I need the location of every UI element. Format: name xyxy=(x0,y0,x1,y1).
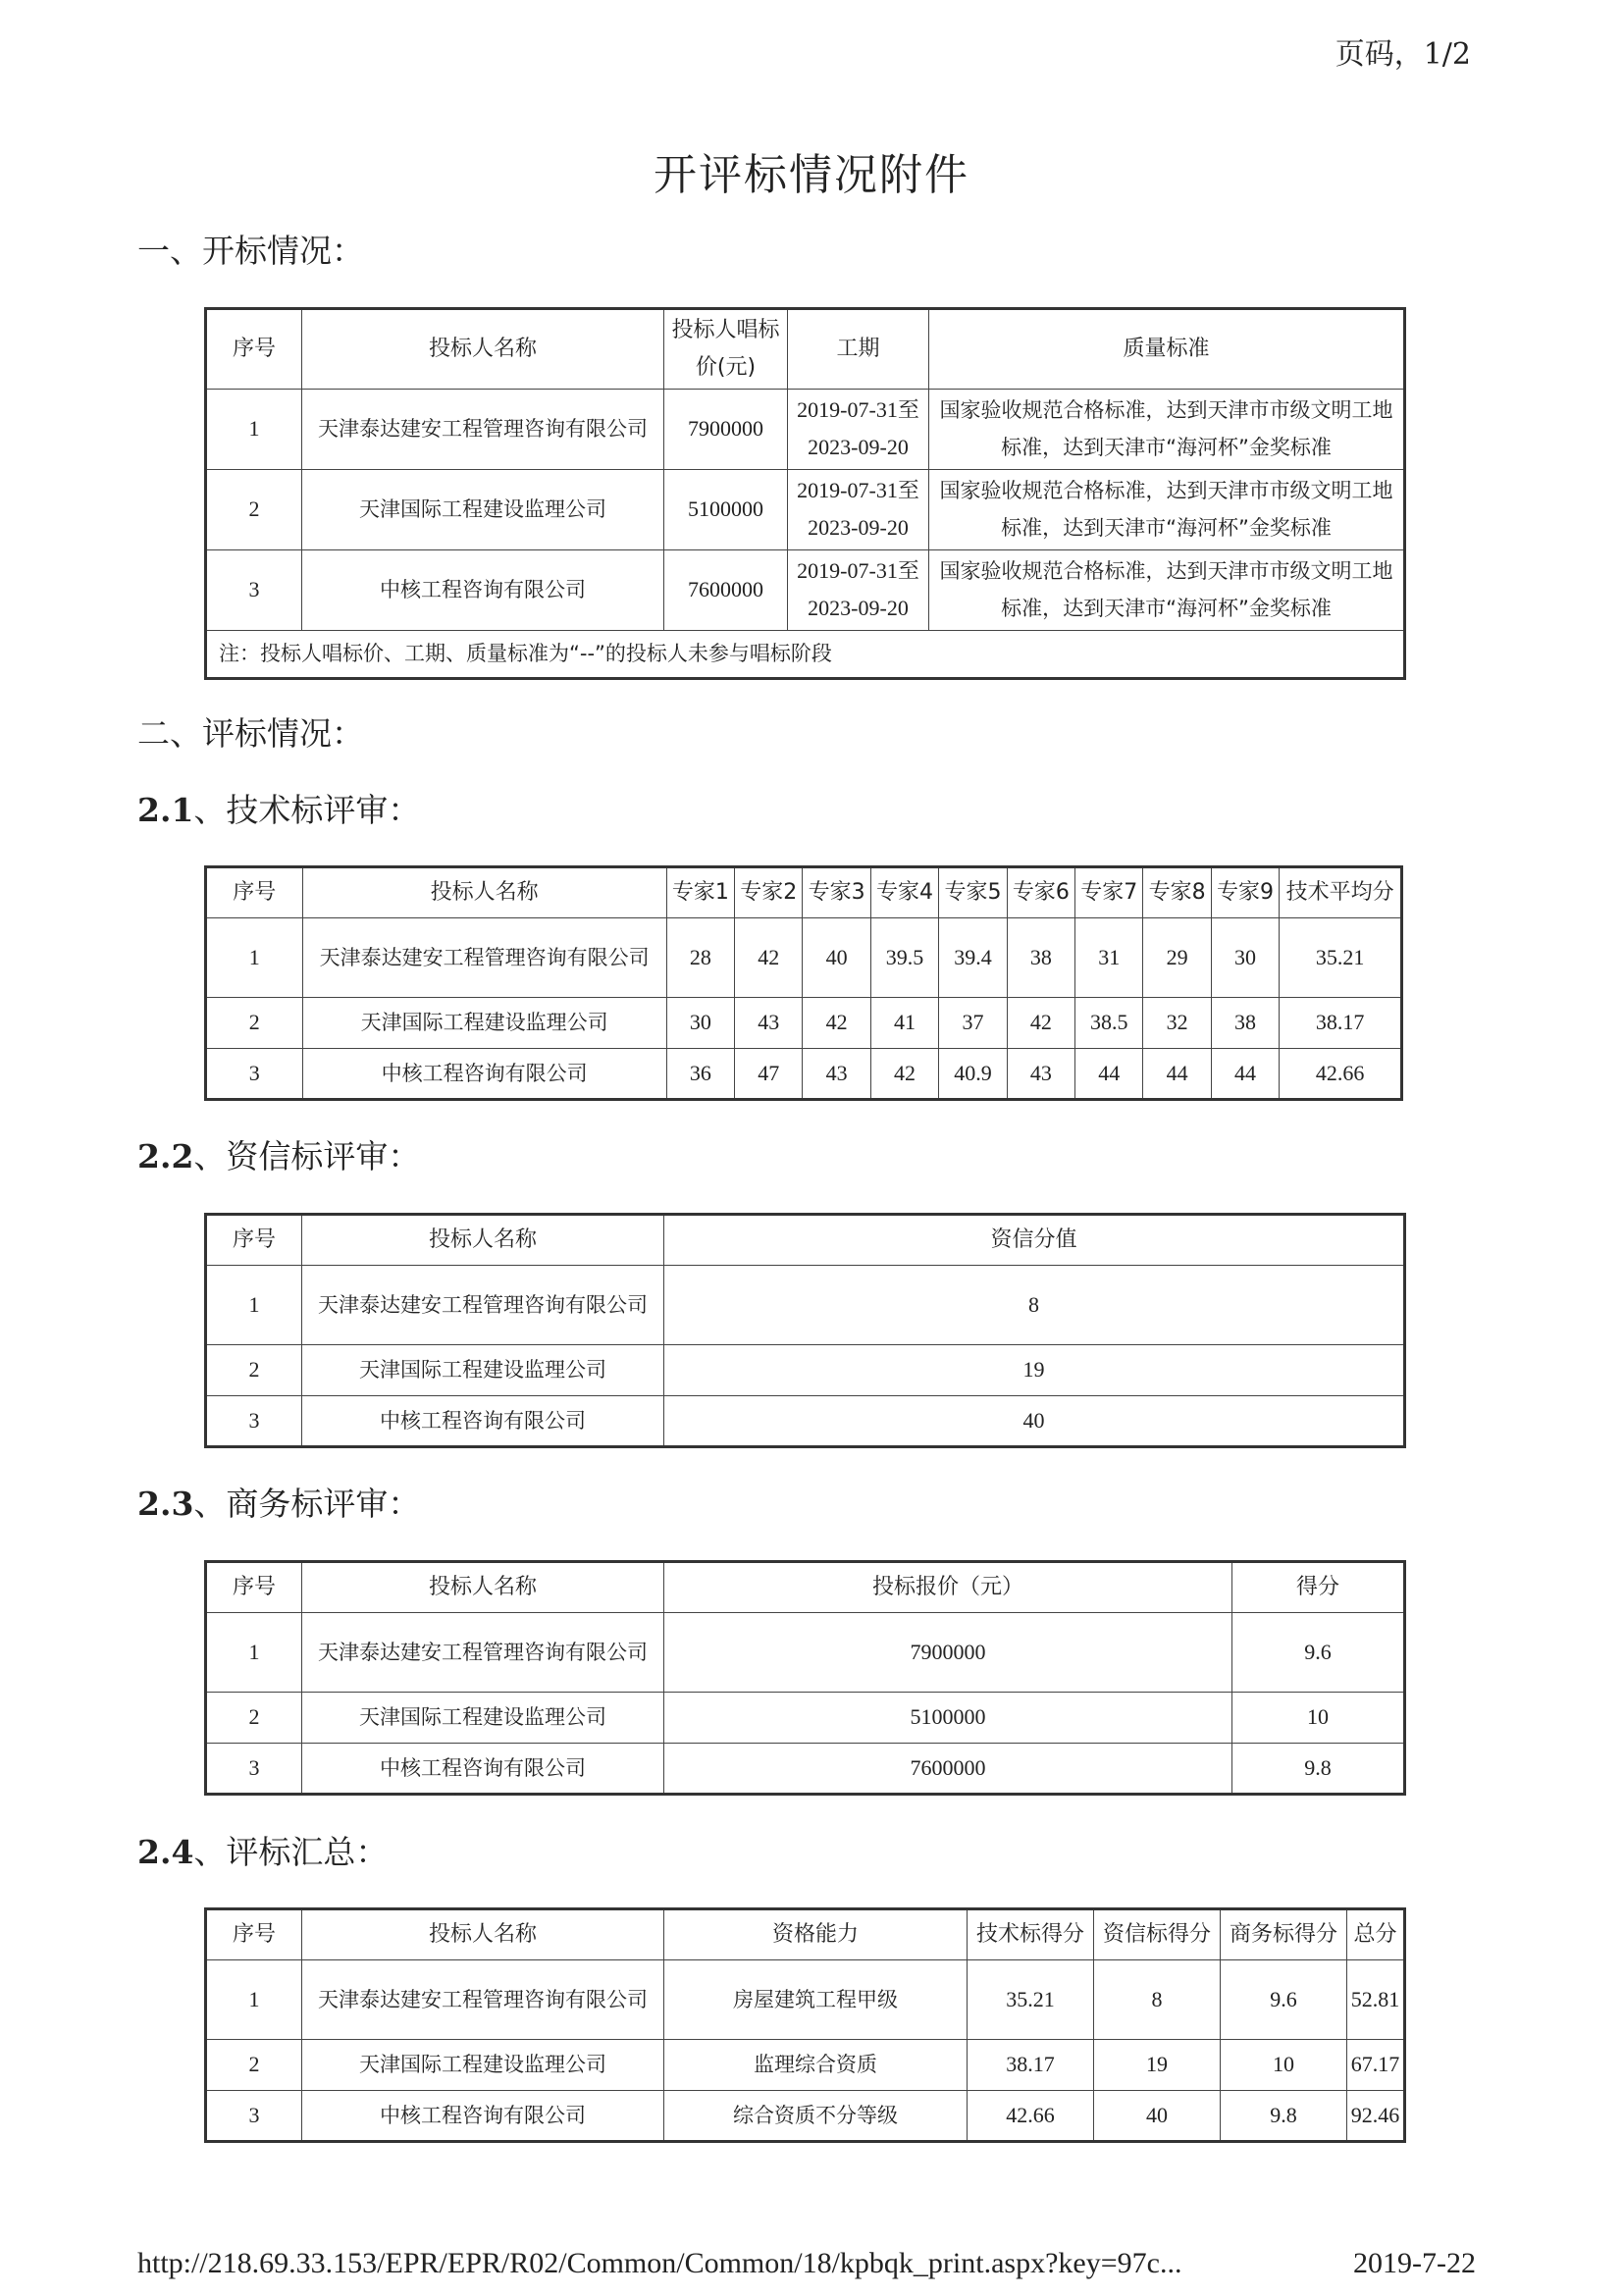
footer-date: 2019-7-22 xyxy=(1353,2247,1476,2279)
table-row xyxy=(206,1613,1405,1692)
table-cell: 天津泰达建安工程管理咨询有限公司 xyxy=(302,389,664,469)
table-cell: 1 xyxy=(206,389,302,469)
table-cell: 中核工程咨询有限公司 xyxy=(302,1395,664,1446)
table-cell: 38.5 xyxy=(1075,997,1143,1048)
section-2-3-heading xyxy=(137,1479,420,1525)
table-cell: 32 xyxy=(1143,997,1211,1048)
table-cell: 2 xyxy=(206,1692,302,1743)
table-row xyxy=(206,1344,1405,1395)
table-cell: 19 xyxy=(664,1344,1405,1395)
table-cell: 40 xyxy=(1094,2090,1221,2141)
table-cell: 42.66 xyxy=(968,2090,1094,2141)
table-cell: 2019-07-31至2023-09-20 xyxy=(788,549,929,630)
table-cell: 2019-07-31至2023-09-20 xyxy=(788,389,929,469)
header-cell: 总分 xyxy=(1347,1909,1405,1960)
table-cell: 92.46 xyxy=(1347,2090,1405,2141)
header-cell: 投标人名称 xyxy=(302,867,666,918)
header-cell: 投标人名称 xyxy=(302,1562,664,1613)
table-cell: 38 xyxy=(1007,918,1074,997)
table-cell: 天津国际工程建设监理公司 xyxy=(302,1344,664,1395)
header-cell: 质量标准 xyxy=(929,309,1405,390)
header-cell: 序号 xyxy=(206,1215,302,1266)
table-cell: 2 xyxy=(206,1344,302,1395)
table-row xyxy=(206,1048,1402,1099)
header-cell: 序号 xyxy=(206,867,303,918)
section-1-heading: 一、开标情况： xyxy=(137,232,364,270)
section-2-4-heading xyxy=(137,1827,388,1873)
table-row xyxy=(206,469,1405,549)
table-cell: 42 xyxy=(1007,997,1074,1048)
header-cell: 序号 xyxy=(206,1562,302,1613)
header-cell: 投标报价（元） xyxy=(664,1562,1232,1613)
table-cell: 38.17 xyxy=(968,2039,1094,2090)
table-cell: 天津国际工程建设监理公司 xyxy=(302,2039,664,2090)
header-cell: 专家5 xyxy=(939,867,1007,918)
table-cell: 房屋建筑工程甲级 xyxy=(664,1960,968,2039)
table-cell: 2 xyxy=(206,997,303,1048)
header-cell: 投标人名称 xyxy=(302,1215,664,1266)
header-cell: 资格能力 xyxy=(664,1909,968,1960)
table-cell: 37 xyxy=(939,997,1007,1048)
table-cell: 9.8 xyxy=(1232,1743,1405,1794)
table-row xyxy=(206,389,1405,469)
table-cell: 国家验收规范合格标准，达到天津市市级文明工地标准，达到天津市“海河杯”金奖标准 xyxy=(929,469,1405,549)
table-cell: 7600000 xyxy=(664,549,788,630)
header-cell: 资信分值 xyxy=(664,1215,1405,1266)
table-cell: 天津国际工程建设监理公司 xyxy=(302,1692,664,1743)
page-number: 页码，1/2 xyxy=(1335,37,1471,72)
table-cell: 3 xyxy=(206,2090,302,2141)
table-cell: 44 xyxy=(1143,1048,1211,1099)
table-cell: 监理综合资质 xyxy=(664,2039,968,2090)
table-row xyxy=(206,1743,1405,1794)
table-cell: 3 xyxy=(206,1743,302,1794)
table-cell: 综合资质不分等级 xyxy=(664,2090,968,2141)
table-cell: 8 xyxy=(664,1266,1405,1344)
document-title: 开评标情况附件 xyxy=(654,150,969,200)
table-cell: 2 xyxy=(206,469,302,549)
header-cell: 投标人名称 xyxy=(302,309,664,390)
table-cell: 42 xyxy=(803,997,870,1048)
table-cell: 1 xyxy=(206,1960,302,2039)
bid-opening-table xyxy=(204,307,1406,680)
table-cell: 42 xyxy=(870,1048,938,1099)
footer-url: http://218.69.33.153/EPR/EPR/R02/Common/Common/18/kpbqk_print.aspx?key=97c... xyxy=(137,2247,1182,2279)
section-label: 、资信标评审： xyxy=(193,1137,421,1175)
table-cell: 国家验收规范合格标准，达到天津市市级文明工地标准，达到天津市“海河杯”金奖标准 xyxy=(929,549,1405,630)
header-cell: 投标人唱标价(元) xyxy=(664,309,788,390)
table-header-row xyxy=(206,867,1402,918)
table-cell: 31 xyxy=(1075,918,1143,997)
table-row xyxy=(206,549,1405,630)
table-cell: 中核工程咨询有限公司 xyxy=(302,2090,664,2141)
table-note: 注：投标人唱标价、工期、质量标准为“--”的投标人未参与唱标阶段 xyxy=(206,630,1405,678)
table-cell: 1 xyxy=(206,918,303,997)
table-cell: 3 xyxy=(206,549,302,630)
table-cell: 8 xyxy=(1094,1960,1221,2039)
header-cell: 专家6 xyxy=(1007,867,1074,918)
table-header-row xyxy=(206,1215,1405,1266)
section-label: 、商务标评审： xyxy=(193,1485,421,1523)
table-row xyxy=(206,997,1402,1048)
table-cell: 天津泰达建安工程管理咨询有限公司 xyxy=(302,918,666,997)
section-number: 2.2 xyxy=(137,1137,194,1175)
table-cell: 5100000 xyxy=(664,1692,1232,1743)
table-cell: 47 xyxy=(735,1048,803,1099)
header-cell: 专家8 xyxy=(1143,867,1211,918)
table-cell: 44 xyxy=(1211,1048,1279,1099)
table-cell: 1 xyxy=(206,1266,302,1344)
table-cell: 中核工程咨询有限公司 xyxy=(302,1743,664,1794)
table-cell: 40 xyxy=(664,1395,1405,1446)
header-cell: 专家4 xyxy=(870,867,938,918)
header-cell: 技术标得分 xyxy=(968,1909,1094,1960)
table-cell: 42.66 xyxy=(1280,1048,1402,1099)
table-row xyxy=(206,1960,1405,2039)
table-cell: 天津泰达建安工程管理咨询有限公司 xyxy=(302,1266,664,1344)
header-cell: 专家2 xyxy=(735,867,803,918)
table-cell: 40.9 xyxy=(939,1048,1007,1099)
table-cell: 9.6 xyxy=(1232,1613,1405,1692)
section-label: 、技术标评审： xyxy=(193,791,421,829)
table-cell: 天津国际工程建设监理公司 xyxy=(302,997,666,1048)
table-cell: 7900000 xyxy=(664,389,788,469)
section-number: 2.1 xyxy=(137,791,194,829)
table-header-row xyxy=(206,1909,1405,1960)
section-2-heading: 二、评标情况： xyxy=(137,714,364,753)
header-cell: 资信标得分 xyxy=(1094,1909,1221,1960)
table-cell: 中核工程咨询有限公司 xyxy=(302,1048,666,1099)
table-cell: 30 xyxy=(666,997,734,1048)
section-number: 2.3 xyxy=(137,1485,194,1523)
technical-review-table xyxy=(204,865,1403,1101)
header-cell: 专家7 xyxy=(1075,867,1143,918)
table-cell: 10 xyxy=(1221,2039,1347,2090)
table-cell: 国家验收规范合格标准，达到天津市市级文明工地标准，达到天津市“海河杯”金奖标准 xyxy=(929,389,1405,469)
evaluation-summary-table xyxy=(204,1907,1406,2143)
table-cell: 38 xyxy=(1211,997,1279,1048)
table-row xyxy=(206,2039,1405,2090)
table-cell: 36 xyxy=(666,1048,734,1099)
table-cell: 52.81 xyxy=(1347,1960,1405,2039)
header-cell: 专家3 xyxy=(803,867,870,918)
table-cell: 天津泰达建安工程管理咨询有限公司 xyxy=(302,1613,664,1692)
table-cell: 39.4 xyxy=(939,918,1007,997)
table-cell: 40 xyxy=(803,918,870,997)
table-row xyxy=(206,2090,1405,2141)
table-header-row xyxy=(206,1562,1405,1613)
section-number: 2.4 xyxy=(137,1833,194,1871)
table-cell: 35.21 xyxy=(1280,918,1402,997)
table-cell: 41 xyxy=(870,997,938,1048)
table-note-row xyxy=(206,630,1405,678)
header-cell: 序号 xyxy=(206,309,302,390)
table-cell: 3 xyxy=(206,1395,302,1446)
table-row xyxy=(206,1692,1405,1743)
header-cell: 技术平均分 xyxy=(1280,867,1402,918)
header-cell: 得分 xyxy=(1232,1562,1405,1613)
table-cell: 44 xyxy=(1075,1048,1143,1099)
header-cell: 工期 xyxy=(788,309,929,390)
section-2-1-heading xyxy=(137,785,420,831)
table-cell: 39.5 xyxy=(870,918,938,997)
table-cell: 38.17 xyxy=(1280,997,1402,1048)
table-cell: 9.8 xyxy=(1221,2090,1347,2141)
table-cell: 2019-07-31至2023-09-20 xyxy=(788,469,929,549)
table-cell: 9.6 xyxy=(1221,1960,1347,2039)
table-cell: 43 xyxy=(1007,1048,1074,1099)
table-row xyxy=(206,1266,1405,1344)
table-cell: 42 xyxy=(735,918,803,997)
table-cell: 10 xyxy=(1232,1692,1405,1743)
table-cell: 中核工程咨询有限公司 xyxy=(302,549,664,630)
header-cell: 专家1 xyxy=(666,867,734,918)
section-label: 、评标汇总： xyxy=(193,1833,389,1871)
table-row xyxy=(206,1395,1405,1446)
header-cell: 专家9 xyxy=(1211,867,1279,918)
table-cell: 5100000 xyxy=(664,469,788,549)
table-cell: 7600000 xyxy=(664,1743,1232,1794)
section-2-2-heading xyxy=(137,1131,420,1177)
table-cell: 29 xyxy=(1143,918,1211,997)
table-cell: 28 xyxy=(666,918,734,997)
table-cell: 67.17 xyxy=(1347,2039,1405,2090)
table-cell: 2 xyxy=(206,2039,302,2090)
table-cell: 7900000 xyxy=(664,1613,1232,1692)
table-cell: 天津国际工程建设监理公司 xyxy=(302,469,664,549)
table-cell: 天津泰达建安工程管理咨询有限公司 xyxy=(302,1960,664,2039)
commercial-review-table xyxy=(204,1560,1406,1796)
table-cell: 43 xyxy=(735,997,803,1048)
table-cell: 43 xyxy=(803,1048,870,1099)
header-cell: 商务标得分 xyxy=(1221,1909,1347,1960)
table-cell: 35.21 xyxy=(968,1960,1094,2039)
table-header-row xyxy=(206,309,1405,390)
table-cell: 3 xyxy=(206,1048,303,1099)
credit-review-table xyxy=(204,1213,1406,1448)
table-row xyxy=(206,918,1402,997)
table-cell: 1 xyxy=(206,1613,302,1692)
table-cell: 30 xyxy=(1211,918,1279,997)
header-cell: 序号 xyxy=(206,1909,302,1960)
header-cell: 投标人名称 xyxy=(302,1909,664,1960)
table-cell: 19 xyxy=(1094,2039,1221,2090)
